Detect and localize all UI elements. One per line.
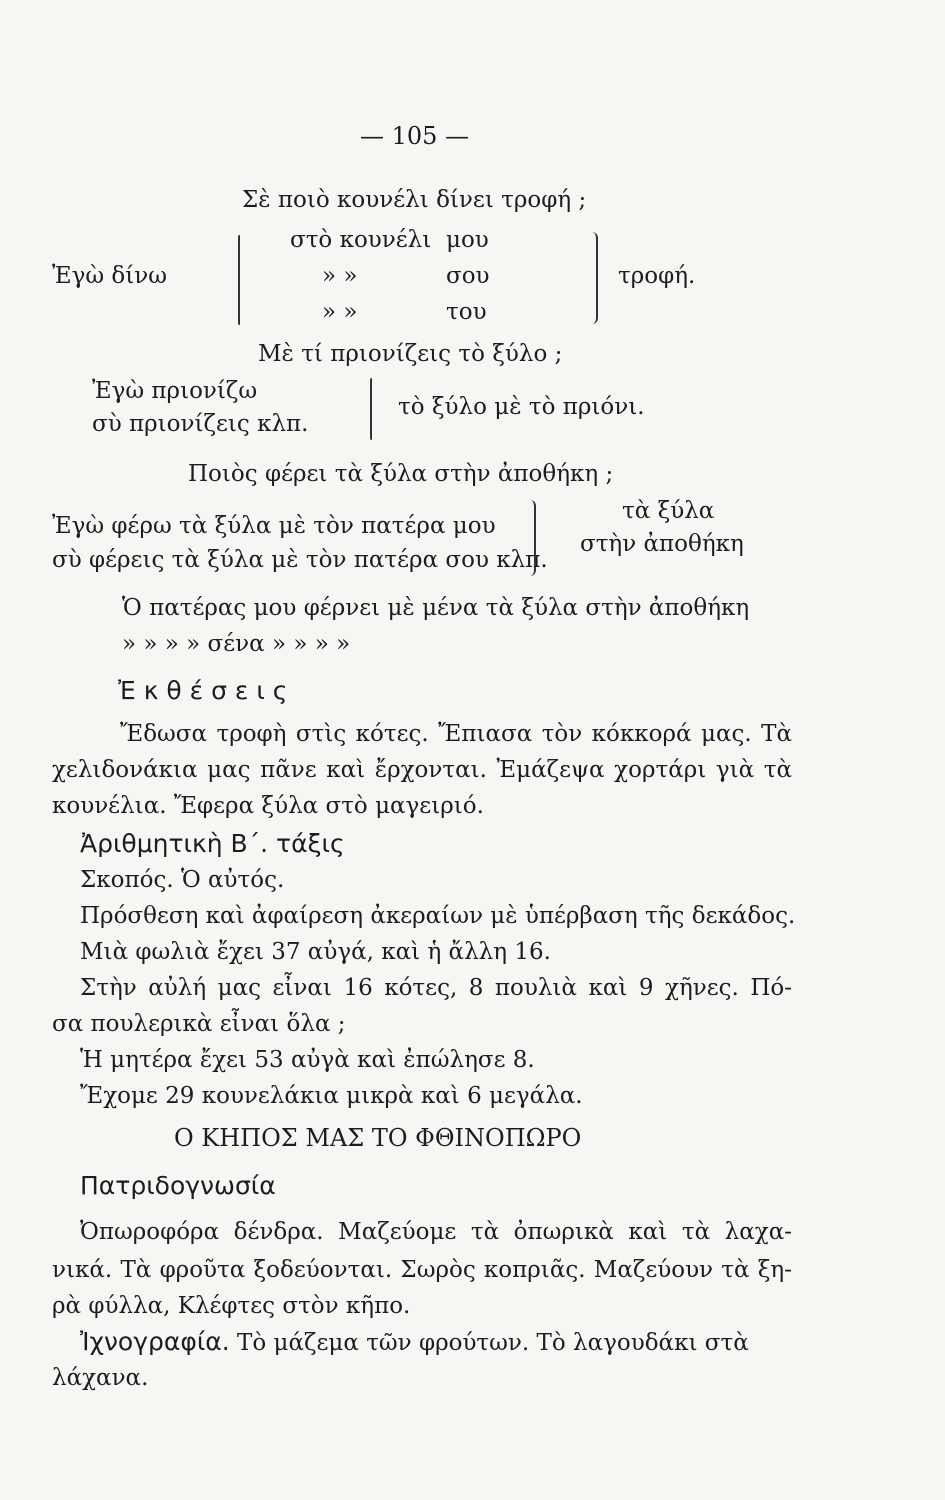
ektheseis-line-1 bbox=[120, 720, 792, 748]
block2-right: τὸ ξύλο μὲ τὸ πριόνι. bbox=[398, 394, 645, 420]
page-number: — 105 — bbox=[360, 122, 470, 150]
arith-line-7: Ἔχομε 29 κουνελάκια μικρὰ καὶ 6 μεγάλα. bbox=[80, 1083, 583, 1109]
ektheseis-line-3: κουνέλια. Ἔφερα ξύλα στὸ μαγειριό. bbox=[52, 793, 484, 819]
question-3: Ποιὸς φέρει τὰ ξύλα στὴν ἀποθήκη ; bbox=[188, 461, 614, 487]
block3-left-2: σὺ φέρεις τὰ ξύλα μὲ τὸν πατέρα σου κλπ. bbox=[52, 547, 548, 573]
section-title: Ο ΚΗΠΟΣ ΜΑΣ ΤΟ ΦΘΙΝΟΠΩΡΟ bbox=[174, 1124, 582, 1152]
block1-row3-a: » » bbox=[322, 299, 358, 325]
brace-left-1 bbox=[238, 235, 240, 325]
arith-line-6: Ἡ μητέρα ἔχει 53 αὐγὰ καὶ ἐπώλησε 8. bbox=[80, 1047, 535, 1073]
arith-line-4 bbox=[80, 974, 792, 1002]
heading-patridognosia: Πατριδογνωσία bbox=[80, 1171, 276, 1200]
block3-left-1: Ἐγὼ φέρω τὰ ξύλα μὲ τὸν πατέρα μου bbox=[52, 513, 496, 539]
block1-row2-a: » » bbox=[322, 263, 358, 289]
arith-line-1: Σκοπός. Ὁ αὐτός. bbox=[80, 867, 285, 893]
ektheseis-line-2 bbox=[52, 756, 792, 784]
arith-line-3: Μιὰ φωλιὰ ἔχει 37 αὐγά, καὶ ἡ ἄλλη 16. bbox=[80, 939, 551, 965]
block1-row3-b: του bbox=[446, 299, 487, 325]
block1-row1-a: στὸ κουνέλι bbox=[290, 227, 432, 253]
sentence-father: Ὁ πατέρας μου φέρνει μὲ μένα τὰ ξύλα στὴν ἀποθήκη bbox=[122, 595, 750, 621]
patr-text-1: Ὀπωροφόρα δένδρα. Μαζεύομε τὰ ὀπωρικὰ καὶ τὰ λαχα- bbox=[80, 1219, 792, 1245]
ichnografia-line bbox=[80, 1328, 749, 1357]
patr-line-2 bbox=[52, 1256, 792, 1284]
block2-left-1: Ἐγὼ πριονίζω bbox=[92, 378, 258, 404]
arith-text-4: Στὴν αὐλή μας εἶναι 16 κότες, 8 πουλιὰ καὶ 9 χῆνες. Πό- bbox=[80, 975, 792, 1001]
patr-line-3: ρὰ φύλλα, Κλέφτες στὸν κῆπο. bbox=[52, 1293, 411, 1319]
ichnografia-last: λάχανα. bbox=[52, 1365, 149, 1391]
block3-right-2: στὴν ἀποθήκη bbox=[580, 531, 744, 557]
brace-left-2 bbox=[370, 378, 372, 440]
brace-right-1 bbox=[584, 232, 598, 324]
block1-row1-b: μου bbox=[446, 227, 489, 253]
heading-ichnografia: Ἰχνογραφία. bbox=[80, 1327, 230, 1356]
block1-row2-b: σου bbox=[446, 263, 490, 289]
brace-right-3 bbox=[524, 500, 536, 576]
patr-line-1 bbox=[80, 1218, 792, 1246]
block1-left: Ἐγὼ δίνω bbox=[52, 263, 168, 289]
question-1: Σὲ ποιὸ κουνέλι δίνει τροφή ; bbox=[242, 187, 587, 213]
heading-ektheseis: Ἐ κ θ έ σ ε ι ς bbox=[118, 676, 288, 705]
question-2: Μὲ τί πριονίζεις τὸ ξύλο ; bbox=[258, 341, 563, 367]
block1-right: τροφή. bbox=[618, 263, 696, 289]
heading-arithmetic: Ἀριθμητικὴ Β΄. τάξις bbox=[80, 829, 345, 858]
ichnografia-text: Τὸ μάζεμα τῶν φρούτων. Τὸ λαγουδάκι στὰ bbox=[237, 1330, 749, 1356]
block2-left-2: σὺ πριονίζεις κλπ. bbox=[92, 411, 309, 437]
arith-line-5: σα πουλερικὰ εἶναι ὅλα ; bbox=[52, 1011, 346, 1037]
arith-line-2: Πρόσθεση καὶ ἀφαίρεση ἀκεραίων μὲ ὑπέρβαση τῆς δεκάδος. bbox=[80, 903, 796, 929]
patr-text-2: νικά. Τὰ φροῦτα ξοδεύονται. Σωρὸς κοπριᾶς. Μαζεύουν τὰ ξη- bbox=[52, 1257, 792, 1283]
sentence-ditto: » » » » σένα » » » » bbox=[122, 631, 351, 657]
ektheseis-text-2: χελιδονάκια μας πᾶνε καὶ ἔρχονται. Ἐμάζεψα χορτάρι γιὰ τὰ bbox=[52, 757, 792, 783]
block3-right-1: τὰ ξύλα bbox=[622, 498, 715, 524]
ektheseis-text-1: Ἔδωσα τροφὴ στὶς κότες. Ἔπιασα τὸν κόκκορά μας. Τὰ bbox=[120, 721, 792, 747]
